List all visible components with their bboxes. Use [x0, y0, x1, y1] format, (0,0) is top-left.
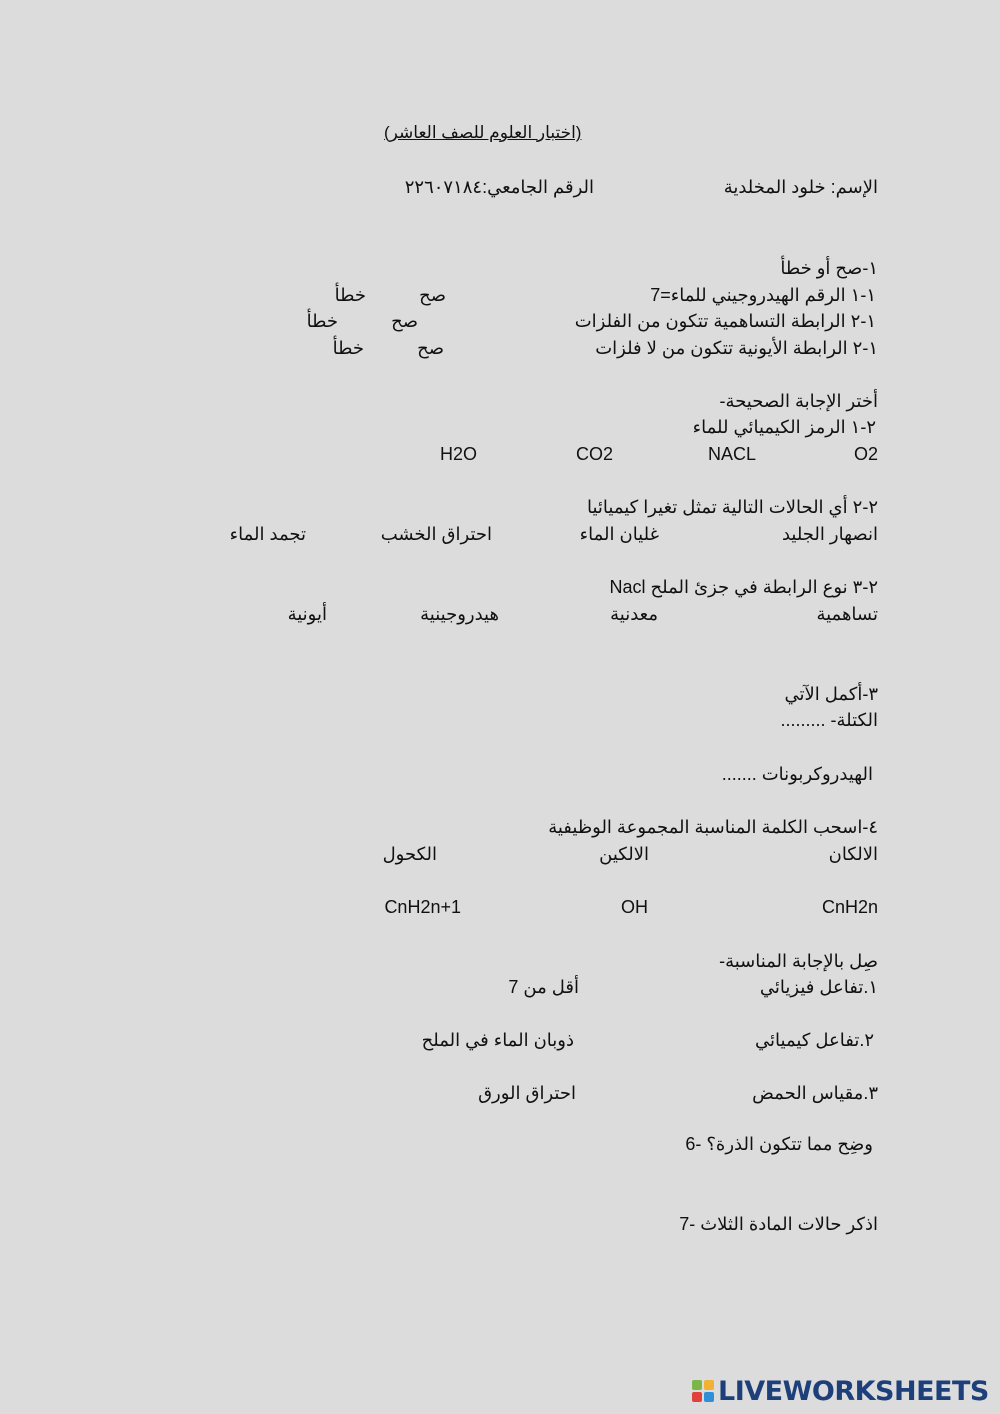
match-left-2[interactable]: ٢.تفاعل كيميائي: [755, 1030, 874, 1050]
mc3-option-2[interactable]: معدنية: [610, 604, 658, 624]
fill-mass[interactable]: الكتلة- .........: [780, 710, 878, 730]
match-right-3[interactable]: احتراق الورق: [478, 1083, 576, 1103]
tf-false-1[interactable]: خطأ: [334, 285, 366, 305]
drag-name-alkene: الالكين: [599, 844, 649, 864]
section4-heading: ٤-اسحب الكلمة المناسبة المجموعة الوظيفية: [548, 817, 878, 837]
drag-name-alcohol: الكحول: [382, 844, 437, 864]
mc2-option-3[interactable]: احتراق الخشب: [380, 524, 492, 544]
match-right-1[interactable]: أقل من 7: [508, 977, 579, 997]
fill-hydrocarbons[interactable]: الهيدروكربونات .......: [721, 764, 873, 784]
drag-formula-3[interactable]: CnH2n+1: [384, 897, 461, 917]
tf-question-3: ١-٢ الرابطة الأيونية تتكون من لا فلزات: [595, 338, 878, 358]
tf-false-3[interactable]: خطأ: [332, 338, 364, 358]
tf-true-3[interactable]: صح: [417, 338, 444, 358]
tf-false-2[interactable]: خطأ: [306, 311, 338, 331]
question-6: وضِح مما تتكون الذرة؟ -6: [685, 1134, 873, 1154]
section3-heading: ٣-أكمل الآتي: [784, 684, 878, 704]
liveworksheets-logo-icon: [692, 1380, 714, 1402]
section1-heading: ١-صح أو خطأ: [780, 258, 878, 278]
mc1-option-4[interactable]: H2O: [439, 444, 477, 464]
liveworksheets-brand: LIVEWORKSHEETS: [718, 1375, 989, 1407]
mc3-option-1[interactable]: تساهمية: [816, 604, 878, 624]
mc-question-1: ٢-١ الرمز الكيميائي للماء: [692, 417, 876, 437]
tf-true-2[interactable]: صح: [391, 311, 418, 331]
page-title: (اختبار العلوم للصف العاشر): [384, 123, 582, 142]
mc3-option-3[interactable]: هيدروجينية: [420, 604, 499, 624]
student-id: الرقم الجامعي:٢٢٦٠٧١٨٤: [404, 177, 594, 197]
section5-heading: صِل بالإجابة المناسبة-: [719, 951, 878, 971]
drag-name-alkane: الالكان: [828, 844, 878, 864]
mc2-option-1[interactable]: انصهار الجليد: [781, 524, 878, 544]
mc-question-3: ٢-٣ نوع الرابطة في جزئ الملح Nacl: [609, 577, 878, 597]
mc1-option-1[interactable]: O2: [853, 444, 878, 464]
match-right-2[interactable]: ذوبان الماء في الملح: [421, 1030, 574, 1050]
tf-question-1: ١-١ الرقم الهيدروجيني للماء=7: [650, 285, 876, 305]
student-name: الإسم: خلود المخلدية: [723, 177, 878, 197]
mc1-option-2[interactable]: NACL: [707, 444, 756, 464]
drag-formula-2[interactable]: OH: [621, 897, 648, 917]
mc2-option-4[interactable]: تجمد الماء: [229, 524, 306, 544]
liveworksheets-logo: [692, 1374, 989, 1408]
mc-question-2: ٢-٢ أي الحالات التالية تمثل تغيرا كيميائيا: [587, 497, 878, 517]
question-7: اذكر حالات المادة الثلاث -7: [679, 1214, 878, 1234]
section2-heading: أختر الإجابة الصحيحة-: [719, 391, 878, 411]
mc2-option-2[interactable]: غليان الماء: [579, 524, 659, 544]
match-left-3[interactable]: ٣.مقياس الحمض: [752, 1083, 878, 1103]
tf-question-2: ١-٢ الرابطة التساهمية تتكون من الفلزات: [574, 311, 876, 331]
match-left-1[interactable]: ١.تفاعل فيزيائي: [759, 977, 878, 997]
tf-true-1[interactable]: صح: [419, 285, 446, 305]
mc1-option-3[interactable]: CO2: [575, 444, 613, 464]
drag-formula-1[interactable]: CnH2n: [821, 897, 878, 917]
mc3-option-4[interactable]: أيونية: [287, 604, 327, 624]
